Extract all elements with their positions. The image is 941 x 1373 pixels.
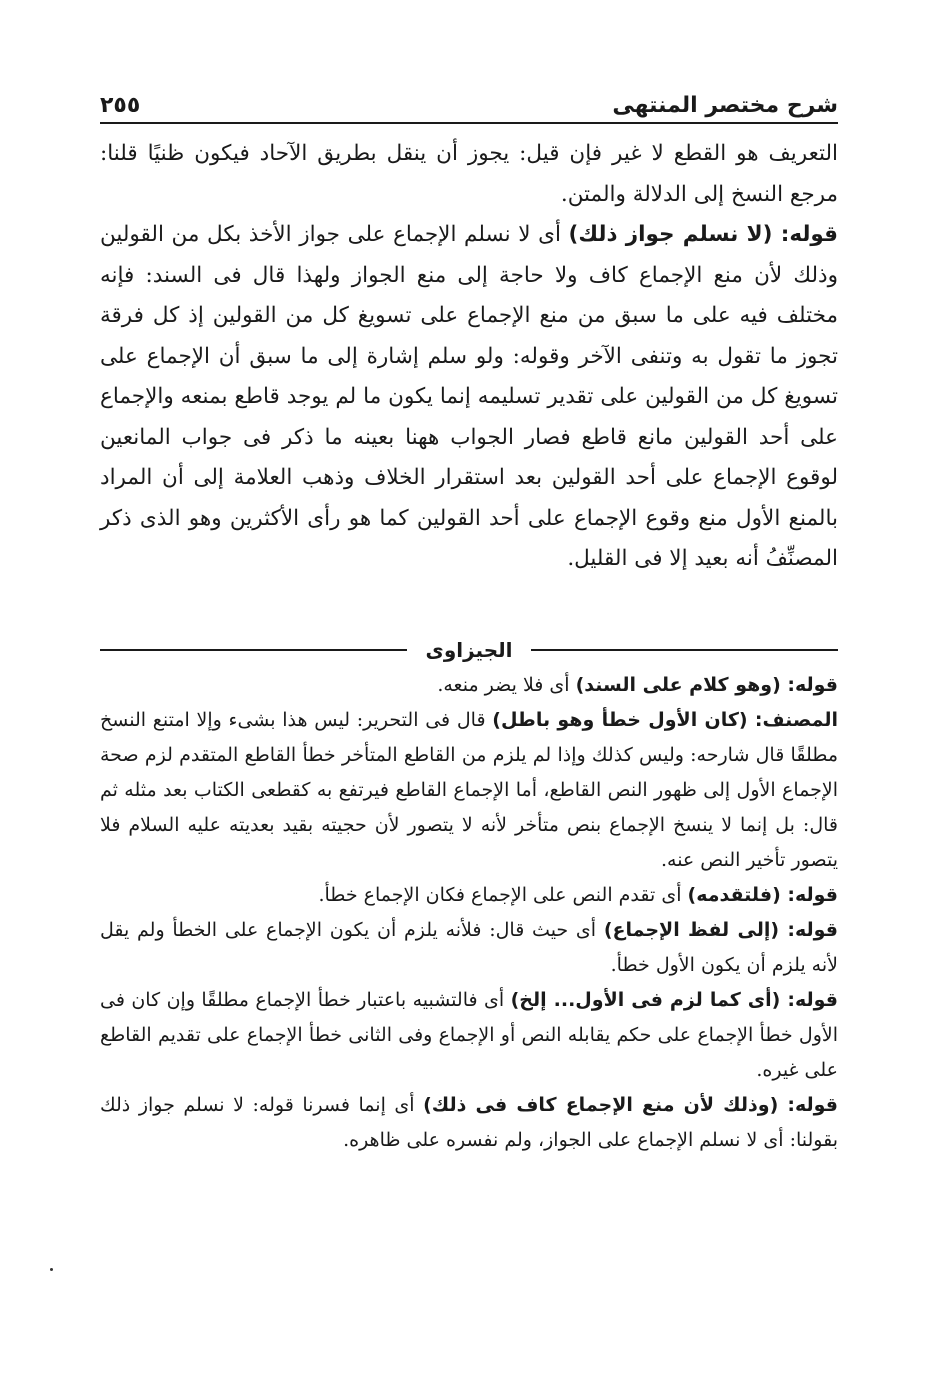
paragraph-body: أى لا نسلم الإجماع على جواز الأخذ بكل من القولين وذلك لأن منع الإجماع كاف ولا حاجة إلى منع الجواز ولهذا قال فى السند: فإنه مختلف فيه على ما سبق من منع الإجماع على تسويغ كل من القولين إذ كل فرقة تجوز ما تقول به وتنفى الآخر وقوله: ولو سلم إشارة إلى ما سبق أن الإجماع على تسويغ كل من القولين على تقدير تسليمه إنما يكون ما لم يوجد قاطع بمنعه والإجماع على أحد القولين مانع قاطع فصار الجواب ههنا بعينه ما ذكر فى جواب المانعين لوقوع الإجماع على أحد القولين بعد استقرار الخلاف وذهب العلامة إلى أن المراد بالمنع الأول منع وقوع الإجماع على أحد القولين كما هو رأى الأكثرين وهو الذى ذكر المصنِّفُ أنه بعيد إلا فى القليل. — [100, 222, 838, 571]
page-header — [100, 78, 838, 124]
quote-lead: قوله: (فلتقدمه) — [687, 883, 838, 906]
quote-lead: قوله: (إلى لفظ الإجماع) — [603, 918, 838, 941]
paragraph-body: أى فالتشبيه باعتبار خطأ الإجماع مطلقًا وإن كان فى الأول خطأ الإجماع على حكم يقابله النص أو الإجماع وفى الثانى خطأ الإجماع على تقديم القاطع على غيره. — [100, 988, 838, 1081]
paragraph-body: أى إنما فسرنا قوله: لا نسلم جواز ذلك بقولنا: أى لا نسلم الإجماع على الجواز، ولم نفسره على ظاهره. — [100, 1093, 838, 1151]
divider-rule — [100, 649, 408, 651]
gloss-section — [100, 668, 838, 1158]
quote-lead: قوله: (وهو كلام على السند) — [575, 673, 838, 696]
gloss-paragraph — [100, 668, 838, 703]
gloss-paragraph — [100, 878, 838, 913]
gloss-paragraph — [100, 913, 838, 983]
paragraph-body: أى فلا يضر منعه. — [437, 673, 576, 696]
page-number: ٢٥٥ — [100, 93, 141, 118]
section-divider — [100, 638, 838, 662]
quote-lead: قوله: (وذلك لأن منع الإجماع كاف فى ذلك) — [423, 1093, 838, 1116]
scan-speck — [50, 1268, 53, 1271]
running-title: شرح مختصر المنتهى — [612, 93, 838, 118]
quote-lead: قوله: (لا نسلم جواز ذلك) — [568, 222, 838, 247]
paragraph-body: أى تقدم النص على الإجماع فكان الإجماع خطأ. — [318, 883, 688, 906]
section-heading: الجيزاوى — [425, 637, 513, 662]
paragraph-body: قال فى التحرير: ليس هذا بشىء وإلا امتنع النسخ مطلقًا قال شارحه: وليس كذلك وإذا لم يلزم من القاطع المتأخر خطأ القاطع المتقدم لزم صحة الإجماع الأول إلى ظهور النص القاطع، أما الإجماع القاطع فيرتفع به كقطعى الكتاب بعد مثله ثم قال: بل إنما لا ينسخ الإجماع بنص متأخر لأنه لا يتصور لأن حجيته بقيد بعديته عليه السلام فلا يتصور تأخير النص عنه. — [100, 708, 838, 871]
gloss-paragraph — [100, 983, 838, 1088]
main-commentary — [100, 134, 838, 580]
gloss-paragraph — [100, 1088, 838, 1158]
main-paragraph — [100, 215, 838, 580]
main-paragraph: التعريف هو القطع لا غير فإن قيل: يجوز أن ينقل بطريق الآحاد فيكون ظنيًا قلنا: مرجع النسخ إلى الدلالة والمتن. — [100, 141, 838, 207]
gloss-paragraph — [100, 703, 838, 878]
divider-rule — [531, 649, 839, 651]
quote-lead: قوله: (أى كما لزم فى الأول... إلخ) — [510, 988, 838, 1011]
paragraph-body: أى حيث قال: فلأنه يلزم أن يكون الإجماع على الخطأ ولم يقل لأنه يلزم أن يكون الأول خطأ. — [100, 918, 838, 976]
quote-lead: المصنف: (كان الأول خطأ وهو باطل) — [492, 708, 838, 731]
book-page — [100, 78, 838, 1158]
